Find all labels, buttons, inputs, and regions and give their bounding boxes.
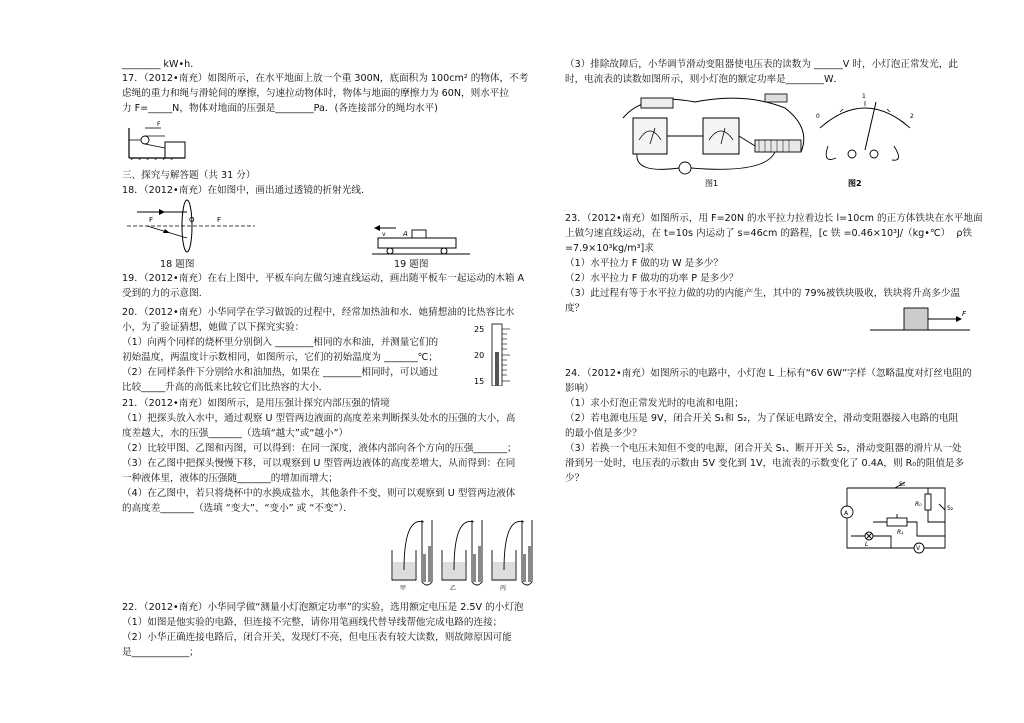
- q24-line-4: （2）若电源电压是 9V，闭合开关 S₁和 S₂，为了保证电路安全，滑动变阻器接入电路的电阻: [565, 413, 959, 424]
- circuit-label-s1: S₁: [899, 481, 906, 488]
- q23-line-4: （1）水平拉力 F 做的功 W 是多少？: [565, 258, 724, 269]
- q22-line-4: 是____________；: [122, 647, 199, 658]
- q23-line-6: （3）此过程有等于水平拉力做的功的内能产生，其中的 79%被铁块吸收，铁块将升高多少温: [565, 288, 961, 299]
- q24-line-8: 少？: [565, 473, 585, 484]
- cart-box-label: A: [403, 230, 408, 238]
- q22-apparatus-figure-1: [615, 88, 815, 188]
- q24-line-5: 的最小值是多少？: [565, 428, 642, 439]
- fig18-caption: 18 题图: [160, 259, 195, 270]
- q24-line-7: 滑到另一处时，电压表的示数由 5V 变化到 1V，电流表的示数变化了 0.4A，则 R₀的阻值是多: [565, 458, 965, 469]
- thermo-label-20: 20: [474, 351, 485, 360]
- q21-line-6: 一种液体里，液体的压强随_______的增加而增大；: [122, 473, 338, 484]
- q24-line-2: 影响）: [565, 383, 594, 394]
- q24-circuit-figure: [835, 478, 965, 560]
- q20-thermometer: [474, 322, 534, 386]
- q18-line: 18．（2012•南充）在如图中，画出通过透镜的折射光线．: [122, 185, 371, 196]
- q23-line-3: =7.9×10³kg/m³]求: [565, 243, 654, 254]
- q23-line-1: 23．（2012•南充）如图所示，用 F=20N 的水平拉力拉着边长 l=10cm 的正方体铁块在水平地面: [565, 213, 983, 224]
- thermo-label-15: 15: [474, 377, 485, 386]
- svg-text:2: 2: [910, 113, 914, 120]
- q20-line-1: 20．（2012•南充）小华同学在学习做饭的过程中，经常加热油和水．她猜想油的比热容比水: [122, 307, 515, 318]
- circuit-label-ammeter: A: [844, 510, 849, 517]
- section-3-heading: 三、探究与解答题（共 31 分）: [122, 170, 256, 181]
- lens-focus-right: F: [217, 216, 222, 224]
- q17-line-3: 力 F=_____N，物体对地面的压强是________Pa．(各连接部分的绳均水平): [122, 103, 438, 114]
- q24-line-6: （3）若换一个电压未知但不变的电源，闭合开关 S₁、断开开关 S₂，滑动变阻器的滑片从一处: [565, 443, 962, 454]
- q22-line-1: 22．（2012•南充）小华同学做“测量小灯泡额定功率”的实验，选用额定电压是 2.5V 的小灯泡: [122, 602, 524, 613]
- answer-blank-line: ________ kW•h．: [122, 59, 200, 70]
- q23-line-5: （2）水平拉力 F 做功的功率 P 是多少？: [565, 273, 739, 284]
- q17-pulley-figure: [127, 118, 187, 160]
- q17-line-2: 虑绳的重力和绳与滑轮间的摩擦，匀速拉动物体时，物体与地面的摩擦力为 60N，则水平拉: [122, 88, 509, 99]
- q20-line-4: 初始温度，两温度计示数相同，如图所示，它们的初始温度为 _______℃；: [122, 352, 439, 363]
- q19-cart-figure: [372, 222, 472, 260]
- svg-text:0: 0: [816, 113, 820, 120]
- q21-line-8: 的高度差_______（选填 “变大”、“变小” 或 “不变”）．: [122, 503, 353, 514]
- q21-line-3: 度差越大，水的压强_______（选填“越大”或“越小”）: [122, 428, 349, 439]
- q19-line-1: 19．（2012•南充）在右上图中，平板车向左做匀速直线运动，画出随平板车一起运动的木箱 A: [122, 273, 525, 284]
- q21-line-2: （1）把探头放入水中，通过观察 U 型管两边液面的高度差来判断探头处水的压强的大小，高: [122, 413, 516, 424]
- q20-line-3: （1）向两个同样的烧杯里分别倒入 ________相同的水和油，并测量它们的: [122, 337, 439, 348]
- u-tube-label-yi: 乙: [450, 585, 457, 592]
- circuit-label-lamp: L: [865, 541, 869, 548]
- q21-pressure-gauge-figure: [384, 510, 544, 592]
- q22b-line-1: （3）排除故障后，小华调节滑动变阻器使电压表的读数为 ______V 时，小灯泡正常发光，此: [565, 59, 958, 70]
- q22-meter-figure-2: [810, 88, 920, 188]
- q22-line-2: （1）如图是他实验的电路，但连接不完整，请你用笔画线代替导线帮他完成电路的连接；: [122, 617, 503, 628]
- q21-line-1: 21．（2012•南充）如图所示，是用压强计探究内部压强的情境: [122, 398, 390, 409]
- q23-iron-block-figure: [870, 302, 970, 332]
- q23-line-2: 上做匀速直线运动，在 t=10s 内运动了 s=46cm 的路程，[c 铁 =0.46×10³J/（kg•℃） ρ铁: [565, 228, 973, 239]
- circuit-label-s2: S₂: [947, 505, 954, 512]
- force-label: F: [962, 310, 967, 318]
- q22-line-3: （2）小华正确连接电路后，闭合开关，发现灯不亮，但电压表有较大读数，则故障原因可能: [122, 632, 512, 643]
- q20-line-6: 比较_____升高的高低来比较它们比热容的大小．: [122, 382, 329, 393]
- q18-lens-figure: [127, 198, 257, 256]
- circuit-label-r0: R₀: [915, 501, 922, 508]
- fig19-caption: 19 题图: [394, 259, 429, 270]
- q20-line-5: （2）在同样条件下分别给水和油加热，如果在 ________相同时，可以通过: [122, 367, 439, 378]
- u-tube-label-jia: 甲: [400, 585, 407, 592]
- fig2-caption: 图2: [848, 179, 862, 188]
- fig1-caption: 图1: [705, 179, 719, 188]
- q23-line-7: 度？: [565, 303, 585, 314]
- thermo-label-25: 25: [474, 325, 485, 334]
- circuit-label-r1: R₁: [897, 529, 904, 536]
- q21-line-7: （4）在乙图中，若只将烧杯中的水换成盐水，其他条件不变，则可以观察到 U 型管两边液体: [122, 488, 516, 499]
- q19-line-2: 受到的力的示意图．: [122, 288, 209, 299]
- q21-line-4: （2）比较甲图、乙图和丙图，可以得到：在同一深度，液体内部向各个方向的压强_______；: [122, 443, 517, 454]
- q24-line-1: 24．（2012•南充）如图所示的电路中，小灯泡 L 上标有“6V 6W”字样（忽略温度对灯丝电阻的: [565, 368, 972, 379]
- q21-line-5: （3）在乙图中把探头慢慢下移，可以观察到 U 型管两边液体的高度差增大，从而得到：在同: [122, 458, 516, 469]
- lens-center: O: [189, 216, 195, 224]
- q20-line-2: 小，为了验证猜想，她做了以下探究实验：: [122, 322, 305, 333]
- svg-text:v: v: [382, 231, 386, 238]
- svg-text:1: 1: [862, 93, 866, 100]
- u-tube-label-bing: 丙: [500, 585, 507, 592]
- q24-line-3: （1）求小灯泡正常发光时的电流和电阻；: [565, 398, 744, 409]
- q17-line-1: 17．（2012•南充）如图所示，在水平地面上放一个重 300N，底面积为 100cm² 的物体，不考: [122, 73, 529, 84]
- svg-text:F: F: [157, 121, 161, 128]
- q22b-line-2: 时，电流表的读数如图所示，则小灯泡的额定功率是________W．: [565, 74, 844, 85]
- lens-focus-left: F: [149, 216, 154, 224]
- circuit-label-voltmeter: V: [916, 545, 921, 552]
